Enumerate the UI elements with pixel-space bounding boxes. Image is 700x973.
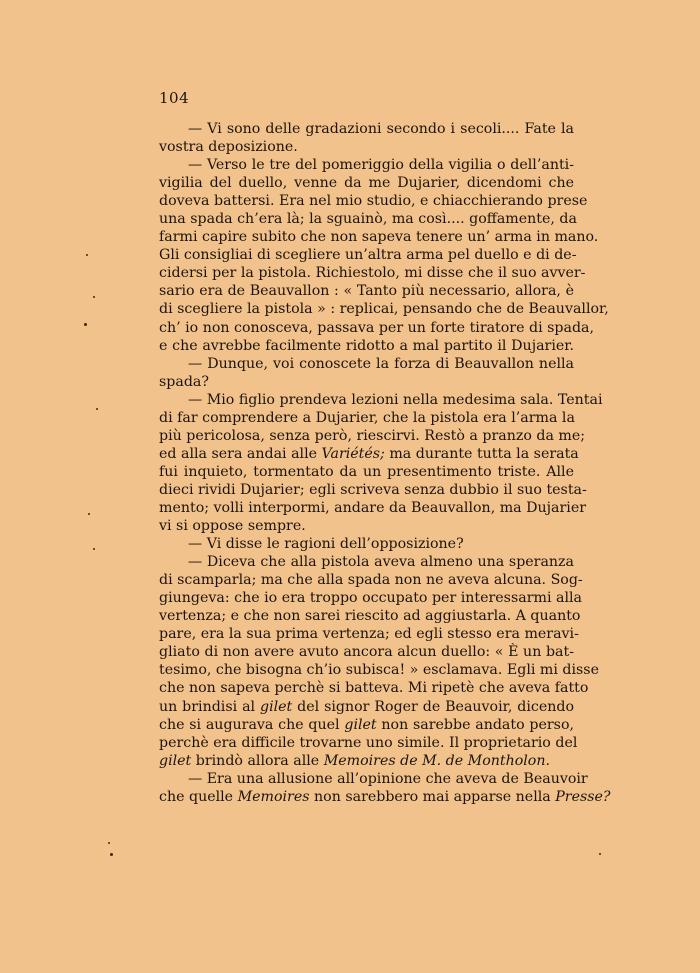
text-line <box>159 319 594 337</box>
italic-text: gilet <box>159 752 192 769</box>
text-line <box>159 788 611 806</box>
text-segment: — Era una allusione all’opinione che aveva de Beauvoir <box>188 770 588 787</box>
text-segment: cidersi per la pistola. Richiestolo, mi disse che il suo avver- <box>159 265 586 282</box>
text-line <box>159 355 574 373</box>
text-segment: non sarebbero mai apparse nella <box>309 788 556 805</box>
text-segment: — Verso le tre del pomeriggio della vigilia o dell’anti- <box>188 157 574 174</box>
italic-text: gilet <box>344 716 377 733</box>
text-segment: giungeva: che io era troppo occupato per interessarmi alla <box>159 590 582 607</box>
text-segment: ma durante tutta la serata <box>384 445 579 462</box>
text-segment: tesimo, che bisogna ch’io subisca! » esclamava. Egli mi disse <box>159 662 599 679</box>
text-line <box>159 643 574 661</box>
text-line <box>159 445 579 463</box>
text-line <box>159 427 586 445</box>
text-segment: perchè era difficile trovarne uno simile. Il proprietario del <box>159 734 578 751</box>
text-line <box>159 373 574 391</box>
text-line <box>159 716 574 734</box>
text-line <box>159 463 574 481</box>
text-segment: che quelle <box>159 788 238 805</box>
text-line <box>159 607 581 625</box>
italic-text: gilet <box>259 698 293 715</box>
text-line <box>159 300 609 318</box>
text-line <box>159 228 599 246</box>
text-line <box>159 337 574 355</box>
text-segment: di scamparla; ma che alla spada non ne aveva alcuna. Sog- <box>159 572 583 589</box>
text-segment: sario era de Beauvallon : « Tanto più necessario, allora, è <box>159 283 574 300</box>
text-segment: ch’ io non conosceva, passava per un forte tiratore di spada, <box>159 319 594 336</box>
text-line <box>159 282 574 300</box>
text-line <box>159 391 603 409</box>
scan-speck <box>110 853 113 856</box>
text-line <box>159 553 574 571</box>
text-segment: vi si oppose sempre. <box>159 518 306 535</box>
text-line <box>159 535 574 553</box>
text-segment: che non sapeva perchè si batteva. Mi ripetè che aveva fatto <box>159 680 589 697</box>
text-segment: che si augurava che quel <box>159 716 345 733</box>
scan-speck <box>96 408 98 410</box>
text-line <box>159 138 574 156</box>
text-line <box>159 752 574 770</box>
text-line <box>159 499 586 517</box>
scan-speck <box>93 296 95 298</box>
text-line <box>159 589 582 607</box>
text-segment: brindò allora alle <box>191 752 324 769</box>
text-line <box>159 679 589 697</box>
text-line <box>159 409 574 427</box>
italic-text: Presse? <box>555 788 611 805</box>
text-segment: vigilia del duello, venne da me Dujarier, dicendomi che <box>159 175 574 192</box>
text-segment: mento; volli interpormi, andare da Beauvallon, ma Dujarier <box>159 499 586 516</box>
text-line <box>159 210 577 228</box>
italic-text: Memoires <box>237 788 310 805</box>
text-segment: doveva battersi. Era nel mio studio, e chiacchierando prese <box>159 193 588 210</box>
body-text <box>159 120 611 806</box>
text-segment: una spada ch’era là; la sguainò, ma così.... goffamente, da <box>159 211 577 228</box>
text-segment: un brindisi al <box>159 698 260 715</box>
text-segment: — Diceva che alla pistola aveva almeno una speranza <box>188 554 574 571</box>
text-line <box>159 517 574 535</box>
text-segment: pare, era la sua prima vertenza; ed egli stesso era meravi- <box>159 626 579 643</box>
text-segment: Gli consigliai di scegliere un’altra arma pel duello e di de- <box>159 247 577 264</box>
text-segment: ed alla sera andai alle <box>159 445 322 462</box>
text-segment: gliato di non avere avuto ancora alcun duello: « È un bat- <box>159 644 574 661</box>
text-segment: — Mio figlio prendeva lezioni nella medesima sala. Tentai <box>188 391 603 408</box>
text-line <box>159 770 588 788</box>
text-segment: vostra deposizione. <box>159 139 298 156</box>
italic-text: Variétés; <box>321 445 385 462</box>
text-line <box>159 192 588 210</box>
text-line <box>159 120 574 138</box>
italic-text: Memoires de M. de Montholon. <box>323 752 550 769</box>
text-segment: e che avrebbe facilmente ridotto a mal partito il Dujarier. <box>159 337 574 354</box>
text-segment: — Vi disse le ragioni dell’opposizione? <box>188 536 464 553</box>
text-segment: — Vi sono delle gradazioni secondo i secoli.... Fate la <box>188 121 574 137</box>
text-line <box>159 734 578 752</box>
text-segment: dieci rividi Dujarier; egli scriveva senza dubbio il suo testa- <box>159 481 587 498</box>
scan-speck <box>599 853 601 855</box>
text-line <box>159 571 583 589</box>
scan-speck <box>84 323 87 326</box>
page-number: 104 <box>159 89 190 107</box>
text-segment: di far comprendere a Dujarier, che la pistola era l’arma la <box>159 409 575 426</box>
scan-speck <box>93 548 95 550</box>
scan-speck <box>86 254 88 256</box>
text-line <box>159 625 579 643</box>
scan-speck <box>88 513 90 515</box>
text-segment: più pericolosa, senza però, riescirvi. Restò a pranzo da me; <box>159 427 586 444</box>
text-segment: di scegliere la pistola » : replicai, pensando che de Beauvallor, <box>159 301 609 318</box>
text-segment: del signor Roger de Beauvoir, dicendo <box>292 698 574 715</box>
text-segment: fui inquieto, tormentato da un presentimento triste. Alle <box>159 463 574 480</box>
text-line <box>159 698 574 716</box>
text-segment: spada? <box>159 373 209 390</box>
text-line <box>159 481 587 499</box>
text-segment: — Dunque, voi conoscete la forza di Beauvallon nella <box>188 355 574 372</box>
text-line <box>159 174 574 192</box>
text-line <box>159 156 574 174</box>
text-segment: farmi capire subito che non sapeva tenere un’ arma in mano. <box>159 229 599 246</box>
text-segment: non sarebbe andato perso, <box>376 716 574 733</box>
scan-speck <box>108 842 110 844</box>
text-segment: vertenza; e che non sarei riescito ad aggiustarla. A quanto <box>159 608 581 625</box>
text-line <box>159 661 599 679</box>
text-line <box>159 246 577 264</box>
text-line <box>159 264 586 282</box>
